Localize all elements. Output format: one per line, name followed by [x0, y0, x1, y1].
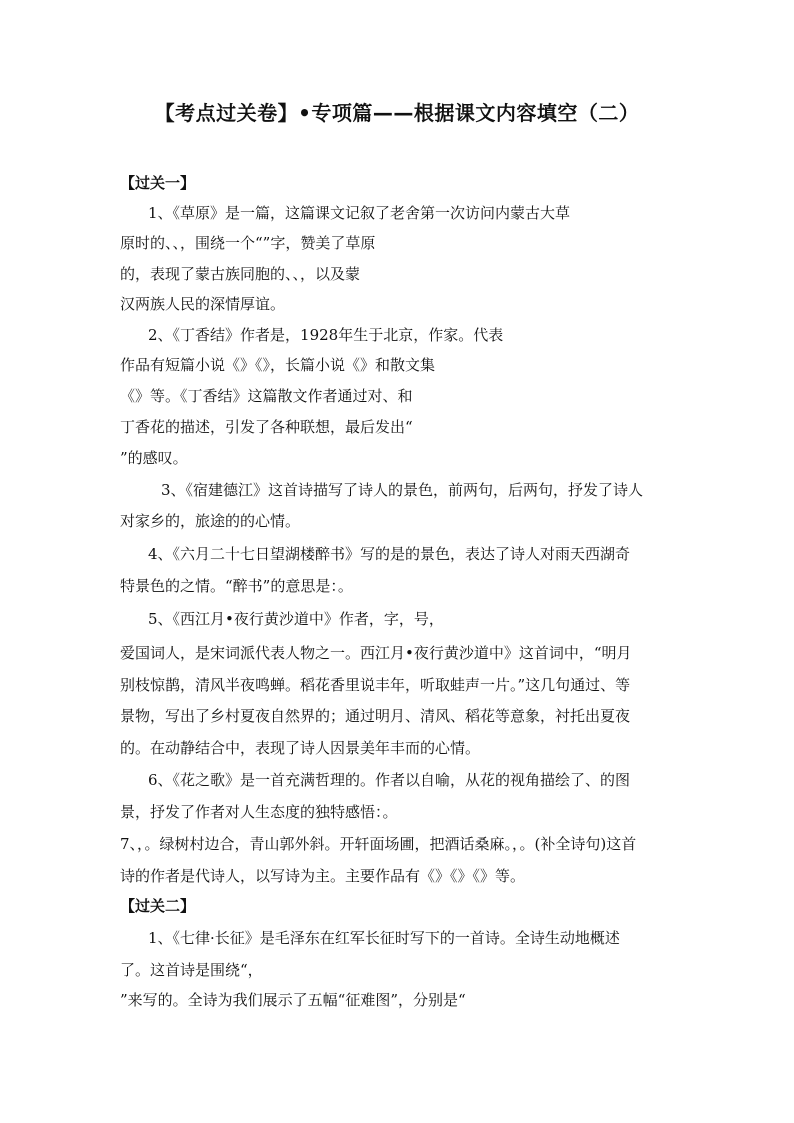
text-line: 1、《七律·长征》是毛泽东在红军长征时写下的一首诗。全诗生动地概述 [148, 929, 620, 947]
text-line: 作品有短篇小说《》《》，长篇小说《》和散文集 [120, 356, 436, 374]
text-line: 汉两族人民的深情厚谊。 [120, 295, 286, 313]
document-title: 【考点过关卷】•专项篇——根据课文内容填空（二） [154, 101, 640, 125]
text-line: 7、，。绿树村边合，青山郭外斜。开轩面场圃，把酒话桑麻。，。(补全诗句)这首 [120, 835, 637, 853]
section-heading-2: 【过关二】 [120, 897, 196, 915]
text-line: 3、《宿建德江》这首诗描写了诗人的景色，前两句，后两句，抒发了诗人 [161, 481, 644, 499]
text-line: 景，抒发了作者对人生态度的独特感悟：。 [120, 803, 398, 821]
text-line: 的。在动静结合中，表现了诗人因景美年丰而的心情。 [120, 739, 481, 757]
text-line: 6、《花之歌》是一首充满哲理的。作者以自喻，从花的视角描绘了、的图 [148, 771, 631, 789]
text-line: 4、《六月二十七日望湖楼醉书》写的是的景色，表达了诗人对雨天西湖奇 [148, 545, 631, 563]
text-line: 的，表现了蒙古族同胞的、、，以及蒙 [120, 265, 361, 283]
text-line: 爱国词人，是宋词派代表人物之一。西江月•夜行黄沙道中》这首词中，“明月 [120, 644, 632, 662]
text-line: 1、《草原》是一篇，这篇课文记叙了老舍第一次访问内蒙古大草 [148, 204, 571, 222]
text-line: 诗的作者是代诗人，以写诗为主。主要作品有《》《》《》等。 [120, 867, 526, 885]
text-line: 2、《丁香结》作者是，1928年生于北京，作家。代表 [148, 326, 504, 344]
section-heading-1: 【过关一】 [120, 174, 196, 192]
text-line: 景物，写出了乡村夏夜自然界的；通过明月、清风、稻花等意象，衬托出夏夜 [120, 707, 631, 725]
text-line: 《》等。《丁香结》这篇散文作者通过对、和 [120, 387, 413, 405]
text-line: ”的感叹。 [120, 449, 188, 467]
text-line: 丁香花的描述，引发了各种联想，最后发出“ [120, 418, 413, 436]
text-line: 特景色的之情。“醉书”的意思是：。 [120, 577, 353, 595]
text-line: 别枝惊鹊，清风半夜鸣蝉。稻花香里说丰年，听取蛙声一片。”这几句通过、等 [120, 676, 631, 694]
text-line: 对家乡的，旅途的的心情。 [120, 512, 301, 530]
text-line: 5、《西江月•夜行黄沙道中》作者，字，号， [148, 610, 444, 628]
text-line: 原时的、、，围绕一个“”字，赞美了草原 [120, 234, 376, 252]
text-line: 了。这首诗是围绕“， [120, 961, 263, 979]
text-line: ”来写的。全诗为我们展示了五幅“征难图”，分别是“ [120, 991, 466, 1009]
